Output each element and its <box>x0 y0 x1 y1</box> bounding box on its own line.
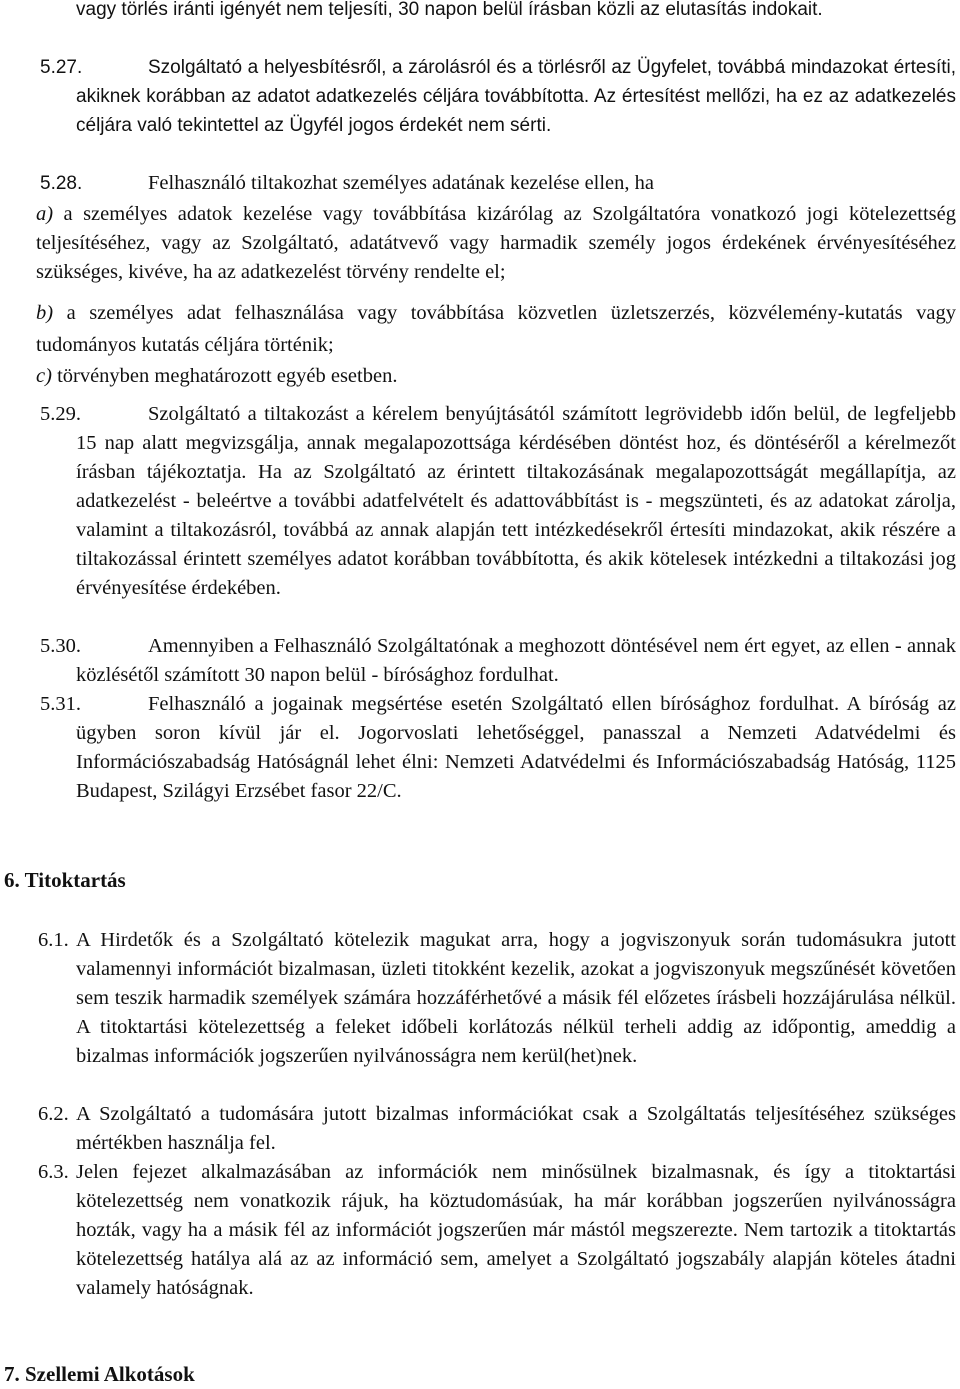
section-number-5-29: 5.29. <box>40 403 81 425</box>
section-5-28-item-a <box>36 200 956 287</box>
section-5-27-text: Szolgáltató a helyesbítésről, a zárolásról és a törlésről az Ügyfelet, továbbá mindazokat értesíti, akiknek korábban az adatot adatkezelés céljára továbbította. Az értesítést mellőzi, ha ez az adatkezelés céljára való tekintettel az Ügyfél jogos érdekét nem sérti. <box>76 57 956 136</box>
intro-paragraph: vagy törlés iránti igényét nem teljesíti, 30 napon belül írásban közli az elutasítás indokait. <box>76 0 823 20</box>
section-number-5-30: 5.30. <box>40 635 81 657</box>
section-number-5-27: 5.27. <box>40 57 83 78</box>
section-5-30-text: Amennyiben a Felhasználó Szolgáltatónak a meghozott döntésével nem ért egyet, az ellen - annak közlésétől számított 30 napon belül - bírósághoz fordulhat. <box>76 635 956 686</box>
section-number-6-1: 6.1. <box>38 929 69 951</box>
section-7-heading: 7. Szellemi Alkotások <box>4 1362 195 1386</box>
section-number-5-28: 5.28. <box>40 173 83 194</box>
item-a-text: a személyes adatok kezelése vagy továbbítása kizárólag az Szolgáltatóra vonatkozó jogi kötelezettség teljesítéséhez, vagy az Szolgáltató, adatátvevő vagy harmadik személy jogos érdekének érvényesítéséhez szükséges, kivéve, ha az adatkezelést törvény rendelte el; <box>36 203 956 283</box>
section-5-28-item-b <box>36 297 956 361</box>
item-b-text: a személyes adat felhasználása vagy továbbítása közvetlen üzletszerzés, közvélemény-kutatás vagy tudományos kutatás céljára történik; <box>36 302 956 356</box>
item-a-label: a) <box>36 203 54 225</box>
section-6-1-text: A Hirdetők és a Szolgáltató kötelezik magukat arra, hogy a jogviszonyuk során tudomásukra jutott valamennyi információt bizalmasan, üzleti titokként kezelik, azokat a jogviszonyuk megszűnését követően sem teszik harmadik személyek számára hozzáférhetővé a másik fél előzetes írásbeli hozzájárulása nélkül. A titoktartási kötelezettség a feleket időbeli korlátozás nélkül terheli addig az időpontig, ameddig a bizalmas információk jogszerűen nyilvánosságra nem kerül(het)nek. <box>76 929 956 1067</box>
section-number-6-2: 6.2. <box>38 1103 69 1125</box>
item-b-label: b) <box>36 302 54 324</box>
section-number-6-3: 6.3. <box>38 1161 69 1183</box>
section-6-heading: 6. Titoktartás <box>4 868 126 892</box>
section-5-31-text: Felhasználó a jogainak megsértése esetén Szolgáltató ellen bírósághoz fordulhat. A bíróság az ügyben soron kívül jár el. Jogorvoslati lehetőséggel, panasszal a Nemzeti Adatvédelmi és Információszabadság Hatóságnál lehet élni: Nemzeti Adatvédelmi és Információszabadság Hatóság, 1125 Budapest, Szilágyi Erzsébet fasor 22/C. <box>76 693 956 802</box>
section-5-28-item-c <box>36 362 956 391</box>
section-5-29-text: Szolgáltató a tiltakozást a kérelem benyújtásától számított legrövidebb időn belül, de legfeljebb 15 nap alatt megvizsgálja, annak megalapozottsága kérdésében döntést hoz, és döntéséről a kérelmezőt írásban tájékoztatja. Ha az Szolgáltató az érintett tiltakozásának megalapozottságát megállapítja, az adatkezelést - beleértve a további adatfelvételt és adattovábbítást is - megszünteti, és az adatokat zárolja, valamint a tiltakozásról, továbbá az annak alapján tett intézkedésekről értesíti mindazokat, akik részére a tiltakozással érintett személyes adatot korábban továbbította, és akik kötelesek intézkedni a tiltakozási jog érvényesítése érdekében. <box>76 403 956 599</box>
section-6-3-text: Jelen fejezet alkalmazásában az információk nem minősülnek bizalmasnak, és így a titoktartási kötelezettség nem vonatkozik rájuk, ha köztudomásúak, ha már korábban jogszerűen nyilvánosságra hozták, vagy ha a másik fél az információt jogszerűen már mástól megszerezte. Nem tartozik a titoktartás kötelezettség hatálya alá az az információ sem, amelyet a Szolgáltató jogszabály alapján köteles átadni valamely hatóságnak. <box>76 1161 956 1299</box>
item-c-label: c) <box>36 365 52 387</box>
item-c-text: törvényben meghatározott egyéb esetben. <box>57 365 398 387</box>
section-6-2-text: A Szolgáltató a tudomására jutott bizalmas információkat csak a Szolgáltatás teljesítéséhez szükséges mértékben használja fel. <box>76 1103 956 1154</box>
section-number-5-31: 5.31. <box>40 693 81 715</box>
section-5-28-lead: Felhasználó tiltakozhat személyes adatának kezelése ellen, ha <box>148 172 655 194</box>
